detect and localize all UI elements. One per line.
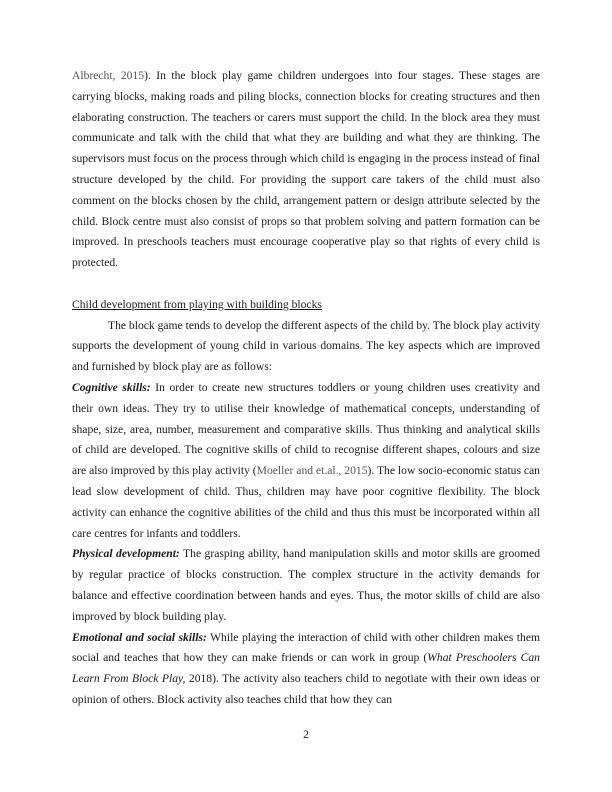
paragraph-text: ). In the block play game children undergoes into four stages. These stages are carrying blocks, making roads and piling blocks, connection blocks for creating structures and then elaborating construction. The teachers or carers must support the child. In the block area they must communicate and talk with the child that what they are building and what they are thinking. The supervisors must focus on the process through which child is engaging in the process instead of final structure developed by the child. For providing the support care takers of the child must also comment on the blocks chosen by the child, arrangement pattern or design attribute selected by the child. Block centre must also consist of props so that problem solving and pattern formation can be improved. In preschools teachers must encourage cooperative play so that rights of every child is protected. — [72, 69, 540, 270]
term-physical-development: Physical development: — [72, 547, 180, 561]
citation-year: 2018 — [185, 672, 213, 686]
document-page — [72, 66, 540, 711]
emotional-text-before: While playing the interaction of child with other children makes them social and teaches that how they can make friends or can work in group ( — [72, 630, 540, 665]
paragraph-intro: The block game tends to develop the different aspects of the child by. The block play activity supports the development of young child in various domains. The key aspects which are improved and furnished by block play are as follows: — [72, 318, 540, 374]
citation-moeller: Moeller and et.al., 2015 — [256, 464, 368, 478]
physical-text: The grasping ability, hand manipulation skills and motor skills are groomed by regular practice of blocks construction. The complex structure in the activity demands for balance and effective coordination between hands and eyes. Thus, the motor skills of child are also improved by block building play. — [72, 547, 541, 623]
paragraph-cognitive-skills — [72, 378, 540, 544]
citation-title: What Preschoolers Can Learn From Block Play, — [72, 651, 540, 686]
cognitive-text-before: In order to create new structures toddlers or young children uses creativity and their own ideas. They try to utilise their knowledge of mathematical concepts, understanding of shape, size, area, number, measurement and comparative skills. Thus thinking and analytical skills of child are developed. The cognitive skills of child to recognise different shapes, colours and size are also improved by this play activity ( — [72, 380, 540, 478]
paragraph-emotional-social — [72, 628, 540, 711]
paragraph-physical-development — [72, 544, 540, 627]
citation-albrecht: Albrecht, 2015 — [72, 69, 145, 82]
page-number: 2 — [303, 728, 309, 741]
cognitive-text-after: ). The low socio-economic status can lead slow development of child. Thus, children may have poor cognitive flexibility. The block activity can enhance the cognitive abilities of the child and thus this must be incorporated within all care centres for infants and toddlers. — [72, 464, 540, 540]
emotional-text-after: ). The activity also teachers child to negotiate with their own ideas or opinion of others. Block activity also teaches child that how they can — [72, 672, 540, 706]
term-emotional-social: Emotional and social skills: — [72, 630, 207, 644]
term-cognitive-skills: Cognitive skills: — [72, 380, 151, 394]
paragraph-block-play-stages — [72, 66, 540, 274]
section-heading: Child development from playing with building blocks — [72, 297, 322, 311]
